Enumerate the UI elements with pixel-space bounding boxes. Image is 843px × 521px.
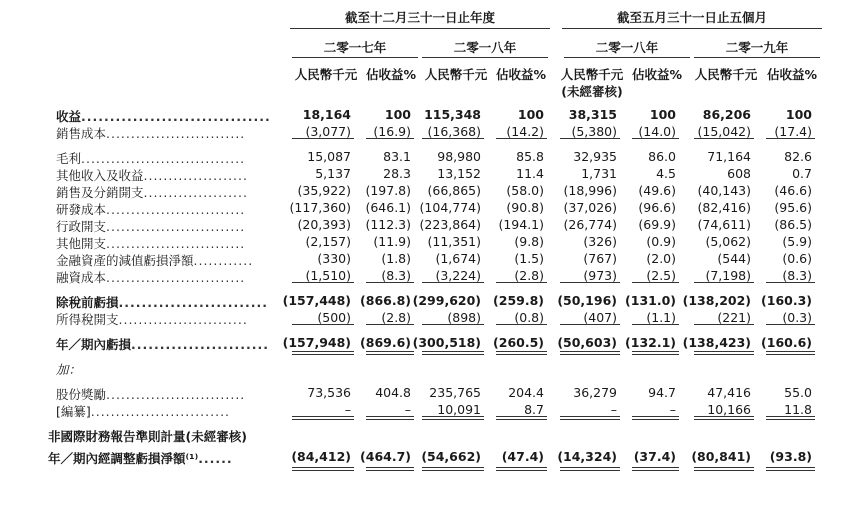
leader-dots: ............................ — [106, 126, 246, 141]
rule-period-year — [290, 28, 550, 29]
row-label — [48, 449, 233, 467]
total-rule — [694, 351, 754, 352]
total-rule — [292, 470, 354, 471]
leader-dots: ............................ — [90, 404, 231, 419]
table-cell: (544) — [717, 251, 751, 266]
table-cell: (47.4) — [501, 449, 544, 464]
table-cell: (138,423) — [682, 335, 751, 350]
table-cell: (14.2) — [506, 124, 544, 139]
total-rule — [694, 282, 754, 283]
table-cell: – — [669, 402, 676, 417]
table-cell: 83.1 — [383, 149, 411, 164]
table-cell: 55.0 — [784, 385, 812, 400]
row-label-text: 其他開支 — [56, 236, 107, 251]
row-label — [56, 200, 245, 218]
total-rule — [766, 324, 815, 325]
row-label-text: 非國際財務報告準則計量(未經審核) — [48, 429, 247, 444]
table-cell: (84,412) — [291, 449, 351, 464]
total-rule — [422, 467, 484, 468]
table-cell: (66,865) — [427, 183, 481, 198]
row-label — [56, 402, 230, 420]
total-rule — [366, 470, 414, 471]
table-cell: 608 — [727, 166, 751, 181]
table-cell: (2.8) — [381, 310, 411, 325]
table-cell: (26,774) — [563, 217, 617, 232]
table-cell: (330) — [317, 251, 351, 266]
table-cell: (80,841) — [691, 449, 751, 464]
table-cell: (11.9) — [373, 234, 411, 249]
table-cell: (9.8) — [514, 234, 544, 249]
table-cell: (14,324) — [557, 449, 617, 464]
row-label-text: 所得稅開支 — [56, 312, 119, 327]
leader-dots: ...... — [198, 451, 233, 466]
row-label — [56, 217, 245, 235]
rule-year-2018 — [422, 57, 548, 58]
table-cell: 32,935 — [573, 149, 617, 164]
leader-dots: ........................ — [131, 337, 269, 352]
table-cell: 235,765 — [429, 385, 481, 400]
total-rule — [766, 354, 815, 355]
total-rule — [560, 351, 620, 352]
table-cell: (299,620) — [412, 293, 481, 308]
table-cell: (40,143) — [697, 183, 751, 198]
total-rule — [496, 467, 547, 468]
leader-dots: ............................ — [106, 202, 246, 217]
row-label-text: 收益 — [56, 109, 82, 124]
table-cell: (5,062) — [705, 234, 751, 249]
row-label-text: 銷售成本 — [56, 126, 107, 141]
table-cell: (131.0) — [625, 293, 676, 308]
total-rule — [694, 419, 754, 420]
table-cell: (464.7) — [360, 449, 411, 464]
total-rule — [496, 282, 547, 283]
table-cell: (16.9) — [373, 124, 411, 139]
table-cell: 13,152 — [437, 166, 481, 181]
table-cell: (869.6) — [360, 335, 411, 350]
unit-pct-2: 佔收益% — [495, 67, 547, 82]
total-rule — [632, 470, 679, 471]
leader-dots: .......................... — [118, 312, 248, 327]
table-cell: (16,368) — [427, 124, 481, 139]
total-rule — [694, 416, 754, 417]
table-cell: (96.6) — [638, 200, 676, 215]
total-rule — [366, 351, 414, 352]
table-cell: 47,416 — [707, 385, 751, 400]
table-cell: (866.8) — [360, 293, 411, 308]
table-cell: (1.1) — [646, 310, 676, 325]
table-cell: 10,091 — [437, 402, 481, 417]
unit-rmb-2: 人民幣千元 — [424, 67, 488, 82]
total-rule — [694, 470, 754, 471]
total-rule — [560, 467, 620, 468]
total-rule — [292, 351, 354, 352]
leader-dots: ..................... — [143, 168, 248, 183]
total-rule — [694, 324, 754, 325]
row-label — [56, 335, 269, 353]
table-cell: (5.9) — [782, 234, 812, 249]
table-cell: (1,510) — [305, 268, 351, 283]
total-rule — [422, 282, 484, 283]
table-cell: 94.7 — [648, 385, 676, 400]
table-cell: (500) — [317, 310, 351, 325]
total-rule — [766, 419, 815, 420]
table-cell: (973) — [583, 268, 617, 283]
total-rule — [422, 324, 484, 325]
table-cell: (11,351) — [427, 234, 481, 249]
row-label-text: 金融資產的減值虧損淨額 — [56, 253, 194, 268]
table-cell: 38,315 — [568, 107, 617, 122]
table-cell: (104,774) — [419, 200, 481, 215]
row-label-text: 股份獎勵 — [56, 387, 107, 402]
row-label — [56, 234, 245, 252]
total-rule — [766, 470, 815, 471]
table-cell: (138,202) — [682, 293, 751, 308]
table-cell: (194.1) — [498, 217, 544, 232]
table-cell: (7,198) — [705, 268, 751, 283]
table-cell: (157,448) — [282, 293, 351, 308]
table-cell: (37.4) — [633, 449, 676, 464]
table-cell: (0.8) — [514, 310, 544, 325]
row-label — [56, 385, 245, 403]
row-label — [56, 149, 245, 167]
table-cell: (2.5) — [646, 268, 676, 283]
table-cell: (157,948) — [282, 335, 351, 350]
table-cell: (37,026) — [563, 200, 617, 215]
row-label-text: 年／期內經調整虧損淨額⁽¹⁾ — [48, 451, 199, 466]
row-label — [56, 310, 248, 328]
table-cell: (15,042) — [697, 124, 751, 139]
leader-dots: ..................... — [143, 185, 248, 200]
table-cell: (20,393) — [297, 217, 351, 232]
row-label-text: 融資成本 — [56, 270, 107, 285]
table-cell: (14.0) — [638, 124, 676, 139]
row-label — [48, 427, 247, 445]
table-cell: (2.0) — [646, 251, 676, 266]
table-cell: (50,196) — [557, 293, 617, 308]
table-cell: (46.6) — [774, 183, 812, 198]
leader-dots: ............ — [193, 253, 254, 268]
total-rule — [632, 354, 679, 355]
table-cell: 115,348 — [424, 107, 481, 122]
table-cell: – — [344, 402, 351, 417]
table-cell: (112.3) — [365, 217, 411, 232]
row-label-text: 行政開支 — [56, 219, 107, 234]
table-cell: (0.6) — [782, 251, 812, 266]
table-cell: (93.8) — [769, 449, 812, 464]
table-cell: 15,087 — [307, 149, 351, 164]
table-cell: (3,077) — [305, 124, 351, 139]
total-rule — [292, 138, 354, 139]
table-cell: – — [610, 402, 617, 417]
table-cell: (132.1) — [625, 335, 676, 350]
table-cell: – — [404, 402, 411, 417]
total-rule — [560, 416, 620, 417]
table-cell: (221) — [717, 310, 751, 325]
table-cell: 11.4 — [516, 166, 544, 181]
total-rule — [366, 416, 414, 417]
total-rule — [560, 282, 620, 283]
table-cell: (160.3) — [761, 293, 812, 308]
row-label-text: 其他收入及收益 — [56, 168, 144, 183]
row-label-text: 銷售及分銷開支 — [56, 185, 144, 200]
total-rule — [366, 138, 414, 139]
table-cell: 82.6 — [784, 149, 812, 164]
year-2018-header: 二零一八年 — [453, 40, 517, 55]
table-cell: (3,224) — [435, 268, 481, 283]
table-cell: (82,416) — [697, 200, 751, 215]
row-label — [56, 268, 245, 286]
total-rule — [632, 351, 679, 352]
total-rule — [560, 470, 620, 471]
total-rule — [422, 354, 484, 355]
table-cell: (767) — [583, 251, 617, 266]
leader-dots: ............................ — [106, 270, 246, 285]
table-cell: 86.0 — [648, 149, 676, 164]
leader-dots: .......................... — [118, 295, 268, 310]
table-cell: 100 — [649, 107, 676, 122]
total-rule — [766, 138, 815, 139]
total-rule — [560, 138, 620, 139]
rule-year-2019-5m — [694, 57, 820, 58]
table-cell: (17.4) — [774, 124, 812, 139]
table-cell: 1,731 — [581, 166, 617, 181]
total-rule — [292, 324, 354, 325]
total-rule — [766, 416, 815, 417]
table-cell: 10,166 — [707, 402, 751, 417]
table-cell: (18,996) — [563, 183, 617, 198]
table-cell: (1.5) — [514, 251, 544, 266]
unit-rmb-3: 人民幣千元 — [560, 67, 624, 82]
table-cell: (69.9) — [638, 217, 676, 232]
rule-period-five-months — [562, 28, 822, 29]
table-cell: (197.8) — [365, 183, 411, 198]
table-cell: (35,922) — [297, 183, 351, 198]
table-cell: 100 — [785, 107, 812, 122]
row-label — [56, 166, 248, 184]
total-rule — [560, 354, 620, 355]
total-rule — [496, 416, 547, 417]
table-cell: 11.8 — [784, 402, 812, 417]
table-cell: (49.6) — [638, 183, 676, 198]
total-rule — [632, 138, 679, 139]
total-rule — [422, 138, 484, 139]
total-rule — [694, 354, 754, 355]
table-cell: 28.3 — [383, 166, 411, 181]
table-cell: (58.0) — [506, 183, 544, 198]
leader-dots: ............................ — [106, 236, 246, 251]
unit-rmb-1: 人民幣千元 — [294, 67, 358, 82]
total-rule — [496, 419, 547, 420]
table-cell: (50,603) — [557, 335, 617, 350]
table-cell: 85.8 — [516, 149, 544, 164]
table-cell: 86,206 — [702, 107, 751, 122]
table-cell: 404.8 — [375, 385, 411, 400]
total-rule — [766, 467, 815, 468]
total-rule — [366, 324, 414, 325]
table-cell: 100 — [384, 107, 411, 122]
table-cell: 8.7 — [524, 402, 544, 417]
total-rule — [496, 354, 547, 355]
table-cell: 5,137 — [315, 166, 351, 181]
row-label — [56, 360, 81, 378]
total-rule — [632, 467, 679, 468]
year-2018-5m-header: 二零一八年 — [595, 40, 659, 55]
row-label-text: 毛利 — [56, 151, 82, 166]
total-rule — [292, 416, 354, 417]
row-label — [56, 251, 253, 269]
unit-rmb-4: 人民幣千元 — [694, 67, 758, 82]
table-cell: (0.3) — [782, 310, 812, 325]
row-label-text: 加： — [56, 362, 82, 377]
total-rule — [422, 351, 484, 352]
table-cell: (0.9) — [646, 234, 676, 249]
table-cell: (300,518) — [412, 335, 481, 350]
table-cell: 18,164 — [302, 107, 351, 122]
table-cell: 73,536 — [307, 385, 351, 400]
total-rule — [292, 282, 354, 283]
total-rule — [632, 416, 679, 417]
total-rule — [292, 467, 354, 468]
table-cell: (160.6) — [761, 335, 812, 350]
total-rule — [366, 282, 414, 283]
total-rule — [366, 419, 414, 420]
leader-dots: ................................. — [81, 151, 246, 166]
table-cell: (223,864) — [419, 217, 481, 232]
table-cell: (646.1) — [365, 200, 411, 215]
table-cell: (260.5) — [493, 335, 544, 350]
total-rule — [632, 282, 679, 283]
table-cell: (1,674) — [435, 251, 481, 266]
total-rule — [496, 324, 547, 325]
table-cell: (1.8) — [381, 251, 411, 266]
table-cell: (898) — [447, 310, 481, 325]
total-rule — [496, 138, 547, 139]
total-rule — [694, 467, 754, 468]
year-2019-5m-header: 二零一九年 — [725, 40, 789, 55]
unit-pct-3: 佔收益% — [631, 67, 683, 82]
table-cell: (54,662) — [421, 449, 481, 464]
table-cell: 36,279 — [573, 385, 617, 400]
table-cell: 204.4 — [508, 385, 544, 400]
row-label-text: 除稅前虧損 — [56, 295, 119, 310]
period-year-header: 截至十二月三十一日止年度 — [344, 10, 495, 25]
total-rule — [694, 138, 754, 139]
unaudited-note: (未經審核) — [561, 84, 623, 99]
total-rule — [422, 416, 484, 417]
total-rule — [366, 354, 414, 355]
total-rule — [766, 282, 815, 283]
rule-year-2018-5m — [564, 57, 690, 58]
year-2017-header: 二零一七年 — [323, 40, 387, 55]
total-rule — [560, 419, 620, 420]
total-rule — [366, 467, 414, 468]
total-rule — [560, 324, 620, 325]
total-rule — [292, 354, 354, 355]
table-cell: (326) — [583, 234, 617, 249]
row-label — [56, 293, 268, 311]
table-cell: (407) — [583, 310, 617, 325]
leader-dots: ............................ — [106, 219, 246, 234]
table-cell: 71,164 — [707, 149, 751, 164]
total-rule — [766, 351, 815, 352]
leader-dots: ............................ — [106, 387, 246, 402]
table-cell: (259.8) — [493, 293, 544, 308]
table-cell: (2.8) — [514, 268, 544, 283]
row-label-text: 年／期內虧損 — [56, 337, 132, 352]
row-label — [56, 107, 271, 125]
leader-dots: ................................. — [81, 109, 271, 124]
row-label — [56, 183, 248, 201]
table-cell: (86.5) — [774, 217, 812, 232]
period-five-months-header: 截至五月三十一日止五個月 — [616, 10, 767, 25]
rule-year-2017 — [292, 57, 418, 58]
table-cell: (8.3) — [381, 268, 411, 283]
table-cell: (2,157) — [305, 234, 351, 249]
table-cell: 100 — [517, 107, 544, 122]
table-cell: (117,360) — [289, 200, 351, 215]
total-rule — [422, 470, 484, 471]
table-cell: 98,980 — [437, 149, 481, 164]
table-cell: (74,611) — [697, 217, 751, 232]
row-label-text: [編纂] — [56, 404, 91, 419]
total-rule — [422, 419, 484, 420]
row-label — [56, 124, 245, 142]
table-cell: (8.3) — [782, 268, 812, 283]
unit-pct-4: 佔收益% — [766, 67, 818, 82]
table-cell: (95.6) — [774, 200, 812, 215]
row-label-text: 研發成本 — [56, 202, 107, 217]
total-rule — [496, 351, 547, 352]
table-cell: 0.7 — [792, 166, 812, 181]
total-rule — [632, 419, 679, 420]
table-cell: 4.5 — [656, 166, 676, 181]
table-cell: (5,380) — [571, 124, 617, 139]
total-rule — [632, 324, 679, 325]
unit-pct-1: 佔收益% — [365, 67, 417, 82]
total-rule — [292, 419, 354, 420]
table-cell: (90.8) — [506, 200, 544, 215]
total-rule — [496, 470, 547, 471]
